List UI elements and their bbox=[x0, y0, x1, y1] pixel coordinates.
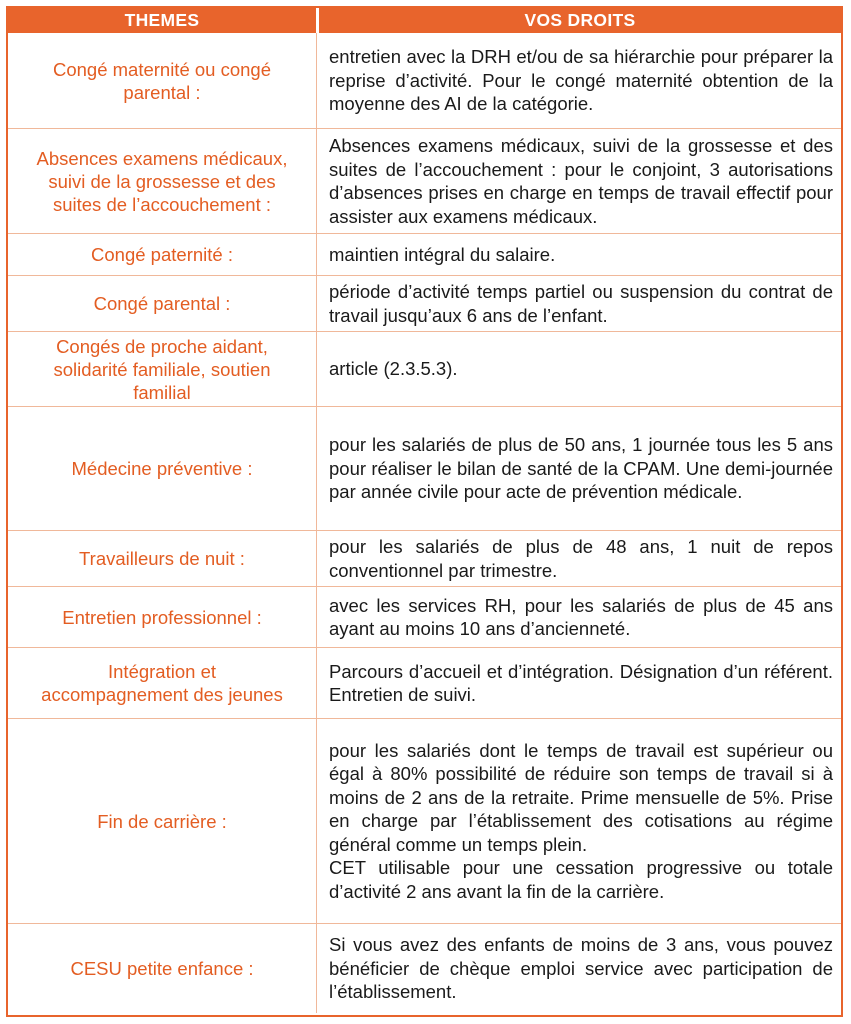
rights-cell bbox=[317, 332, 841, 406]
theme-cell: Fin de carrière : bbox=[8, 719, 317, 923]
table-row bbox=[8, 648, 841, 719]
table-row bbox=[8, 719, 841, 924]
rights-paragraph: maintien intégral du salaire. bbox=[329, 243, 556, 265]
theme-cell: CESU petite enfance : bbox=[8, 924, 317, 1013]
rights-cell bbox=[317, 719, 841, 923]
theme-cell: Congé parental : bbox=[8, 276, 317, 331]
theme-cell: Congé maternité ou congé parental : bbox=[8, 33, 317, 128]
rights-paragraph: article (2.3.5.3). bbox=[329, 358, 458, 380]
theme-cell: Absences examens médicaux, suivi de la grossesse et des suites de l’accouchement : bbox=[8, 129, 317, 233]
rights-table bbox=[6, 6, 843, 1017]
table-row bbox=[8, 407, 841, 531]
rights-cell bbox=[317, 924, 841, 1013]
rights-cell bbox=[317, 587, 841, 647]
theme-cell: Entretien professionnel : bbox=[8, 587, 317, 647]
table-row bbox=[8, 332, 841, 407]
rights-paragraph: Parcours d’accueil et d’intégration. Désignation d’un référent. Entretien de suivi. bbox=[329, 660, 833, 705]
rights-cell bbox=[317, 276, 841, 331]
table-row bbox=[8, 33, 841, 129]
header-rights: VOS DROITS bbox=[524, 10, 636, 30]
table-row bbox=[8, 129, 841, 234]
rights-cell bbox=[317, 129, 841, 233]
table-row bbox=[8, 234, 841, 276]
rights-cell bbox=[317, 531, 841, 586]
theme-cell: Médecine préventive : bbox=[8, 407, 317, 530]
rights-cell bbox=[317, 33, 841, 128]
table-body bbox=[8, 33, 841, 1015]
rights-paragraph: CET utilisable pour une cessation progressive ou totale d’activité 2 ans avant la fin de la carrière. bbox=[329, 857, 833, 902]
rights-cell bbox=[317, 407, 841, 530]
rights-paragraph: avec les services RH, pour les salariés de plus de 45 ans ayant au moins 10 ans d’ancienneté. bbox=[329, 594, 833, 639]
rights-paragraph: entretien avec la DRH et/ou de sa hiérarchie pour préparer la reprise d’activité. Pour le congé maternité obtention de la moyenne des AI de la catégorie. bbox=[329, 46, 833, 115]
table-row bbox=[8, 276, 841, 332]
theme-cell: Travailleurs de nuit : bbox=[8, 531, 317, 586]
header-themes: THEMES bbox=[8, 8, 319, 33]
rights-paragraph: pour les salariés de plus de 48 ans, 1 nuit de repos conventionnel par trimestre. bbox=[329, 536, 833, 581]
table-row bbox=[8, 924, 841, 1013]
table-header bbox=[8, 8, 841, 33]
theme-cell: Congé paternité : bbox=[8, 234, 317, 275]
rights-paragraph: période d’activité temps partiel ou suspension du contrat de travail jusqu’aux 6 ans de l’enfant. bbox=[329, 281, 833, 326]
rights-cell bbox=[317, 648, 841, 718]
table-row bbox=[8, 587, 841, 648]
rights-cell bbox=[317, 234, 841, 275]
theme-cell: Intégration et accompagnement des jeunes bbox=[8, 648, 317, 718]
rights-paragraph: Si vous avez des enfants de moins de 3 ans, vous pouvez bénéficier de chèque emploi service avec participation de l’établissement. bbox=[329, 934, 833, 1003]
rights-paragraph: Absences examens médicaux, suivi de la grossesse et des suites de l’accouchement : pour le conjoint, 3 autorisations d’absences prises en charge en temps de travail effectif pour assister aux examens médicaux. bbox=[329, 135, 833, 227]
theme-cell: Congés de proche aidant, solidarité familiale, soutien familial bbox=[8, 332, 317, 406]
rights-paragraph: pour les salariés de plus de 50 ans, 1 journée tous les 5 ans pour réaliser le bilan de santé de la CPAM. Une demi-journée par année civile pour acte de prévention médicale. bbox=[329, 434, 833, 503]
rights-paragraph: pour les salariés dont le temps de travail est supérieur ou égal à 80% possibilité de réduire son temps de travail si à moins de 2 ans de la retraite. Prime mensuelle de 5%. Prise en charge par l’établissement des cotisations au régime général comme un temps plein. bbox=[329, 739, 833, 855]
table-row bbox=[8, 531, 841, 587]
